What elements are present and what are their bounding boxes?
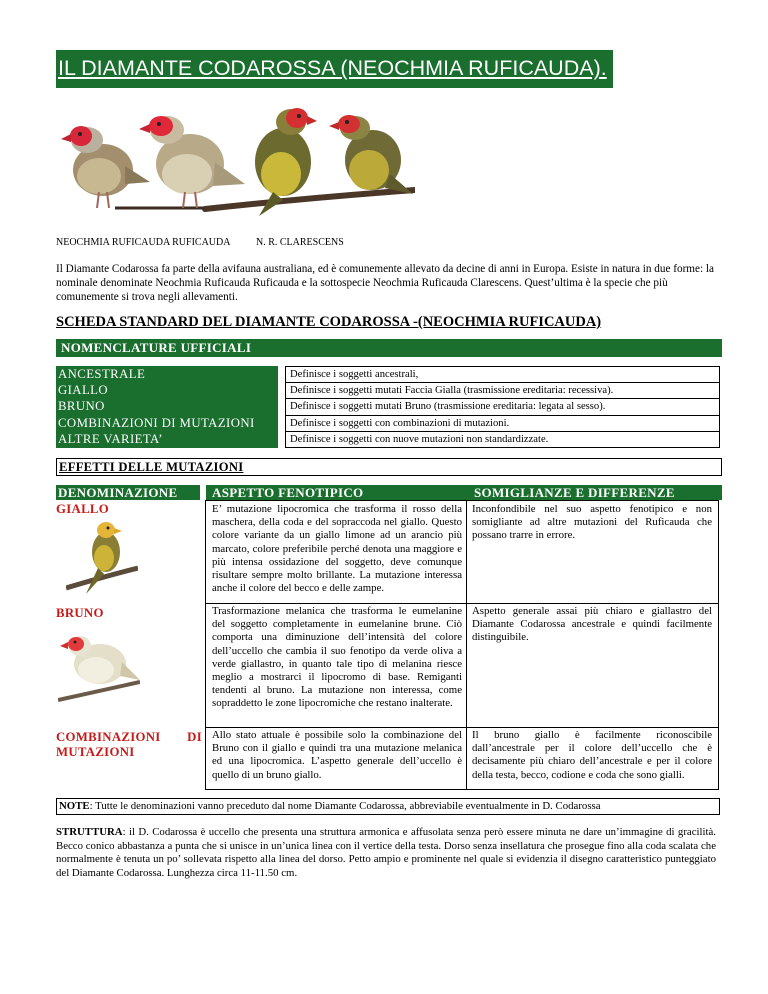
nom-definition: Definisce i soggetti con combinazioni di mutazioni. (285, 416, 720, 432)
nom-definition: Definisce i soggetti mutati Bruno (trasmissione ereditaria: legata al sesso). (285, 399, 720, 415)
nom-term: BRUNO (58, 399, 105, 414)
nomenclature-definitions (285, 366, 720, 448)
section-title: SCHEDA STANDARD DEL DIAMANTE CODAROSSA -(NEOCHMIA RUFICAUDA) (56, 314, 602, 330)
intro-paragraph: Il Diamante Codarossa fa parte della avifauna australiana, ed è comunemente allevato da decine di anni in Europa. Esiste in natura in due forme: la nominale denominate Neochmia Ruficauda Ruficauda e la sottospecie Neochmia Ruficauda Clarescens. Quest’ultima è la specie che più comunemente si trova negli allevamenti. (56, 263, 714, 303)
giallo-similarities: Inconfondibile nel suo aspetto fenotipico e non somigliante ad altre mutazioni del Ruficauda che possano trarre in errore. (472, 503, 712, 542)
nom-term: ALTRE VARIETA’ (58, 431, 163, 446)
table-line (205, 500, 719, 501)
bird-ancestral-2 (139, 116, 245, 208)
bird-bruno-photo (58, 622, 140, 706)
col-denominazione: DENOMINAZIONE (56, 485, 200, 500)
table-line (205, 727, 719, 728)
nom-definition: Definisce i soggetti con nuove mutazioni non standardizzate. (285, 432, 720, 448)
giallo-phenotype: E’ mutazione lipocromica che trasforma il rosso della maschera, della coda e del sopraccoda nel giallo. Questo colore variante da un giallo limone ad un arancio più marcato, colore preferibile perché denota una maggiore e più intensa ossidazione del soggetto, deve comunque risultare sempre molto brillante. La mutazione interessa anche il colore del becco e delle zampe. (212, 503, 462, 595)
note-label: NOTE (59, 800, 90, 812)
struttura-label: STRUTTURA (56, 826, 123, 838)
note-text: : Tutte le denominazioni vanno preceduto dal nome Diamante Codarossa, abbreviabile eventualmente in D. Codarossa (89, 800, 601, 812)
bird-giallo-photo (66, 518, 138, 600)
col-somiglianze: SOMIGLIANZE E DIFFERENZE (470, 485, 722, 500)
nom-definition: Definisce i soggetti mutati Faccia Gialla (trasmissione ereditaria: recessiva). (285, 383, 720, 399)
nomenclature-terms (56, 366, 278, 448)
row-label-giallo: GIALLO (56, 502, 109, 516)
struttura-paragraph (56, 826, 716, 880)
caption-ruficauda: NEOCHMIA RUFICAUDA RUFICAUDA (56, 237, 231, 248)
nom-term: ANCESTRALE (58, 367, 146, 381)
bird-photo (55, 104, 415, 222)
struttura-text: : il D. Codarossa è uccello che presenta una struttura armonica e affusolata senza però essere minuta ne dare un’immagine di gracilità. Becco conico abbastanza a punta che si unisce in un’unica linea con il vertice della testa. Dorso senza insellatura che prosegue fino alla coda scalata che normalmente è tenuta un po’ sollevata rispetto alla linea del dorso. Petto ampio e prominente nel quale si evidenzia il disegno caratteristico punteggiato del Diamante Codarossa. Lunghezza circa 11-11.50 cm. (56, 826, 716, 879)
combinazioni-similarities: Il bruno giallo è facilmente riconoscibile dall’ancestrale per il colore dell’uccello che è decisamente più chiaro dell’ancestrale e per il colore della testa, becco, codione e coda che sono gialli. (472, 729, 712, 781)
row-label-bruno: BRUNO (56, 606, 104, 620)
nomenclature-header: NOMENCLATURE UFFICIALI (56, 339, 722, 357)
effects-header: EFFETTI DELLE MUTAZIONI (56, 458, 722, 476)
table-divider (718, 500, 719, 789)
bird-clarescens-2 (329, 115, 413, 194)
combinazioni-phenotype: Allo stato attuale è possibile solo la combinazione del Bruno con il giallo e quindi tra una mutazione melanica ed una lipocromica. L’aspetto generale dell’uccello è quello di un bruno giallo. (212, 729, 462, 781)
table-divider (466, 500, 467, 789)
table-line (205, 789, 719, 790)
page-title: IL DIAMANTE CODAROSSA (NEOCHMIA RUFICAUDA). (56, 50, 613, 88)
nom-term: COMBINAZIONI DI MUTAZIONI (58, 415, 255, 430)
row-label-combinazioni: COMBINAZIONI DI MUTAZIONI (56, 730, 202, 759)
bird-ancestral-1 (61, 126, 150, 208)
table-divider (205, 500, 206, 789)
nom-definition: Definisce i soggetti ancestrali, (285, 367, 720, 383)
bruno-similarities: Aspetto generale assai più chiaro e giallastro del Diamante Codarossa ancestrale e quindi facilmente distinguibile. (472, 605, 712, 644)
birds-illustration (55, 104, 415, 222)
table-line (205, 603, 719, 604)
note-box (56, 798, 720, 815)
caption-clarescens: N. R. CLARESCENS (256, 237, 344, 248)
nom-term: GIALLO (58, 383, 109, 398)
col-aspetto: ASPETTO FENOTIPICO (206, 485, 470, 500)
bruno-phenotype: Trasformazione melanica che trasforma le eumelanine del soggetto completamente in eumelanine brune. Ciò comporta una diminuzione dell’intensità del colore dell’uccello che cambia il suo fenotipo da verde oliva a verde giallastro, in quanto tale tipo di melanina riesce meglio a mostrarci il lipocromo di base. Remiganti tendenti al bruno. La mutazione non interessa, come sopraddetto le zone lipocromiche che restano inalterate. (212, 605, 462, 710)
